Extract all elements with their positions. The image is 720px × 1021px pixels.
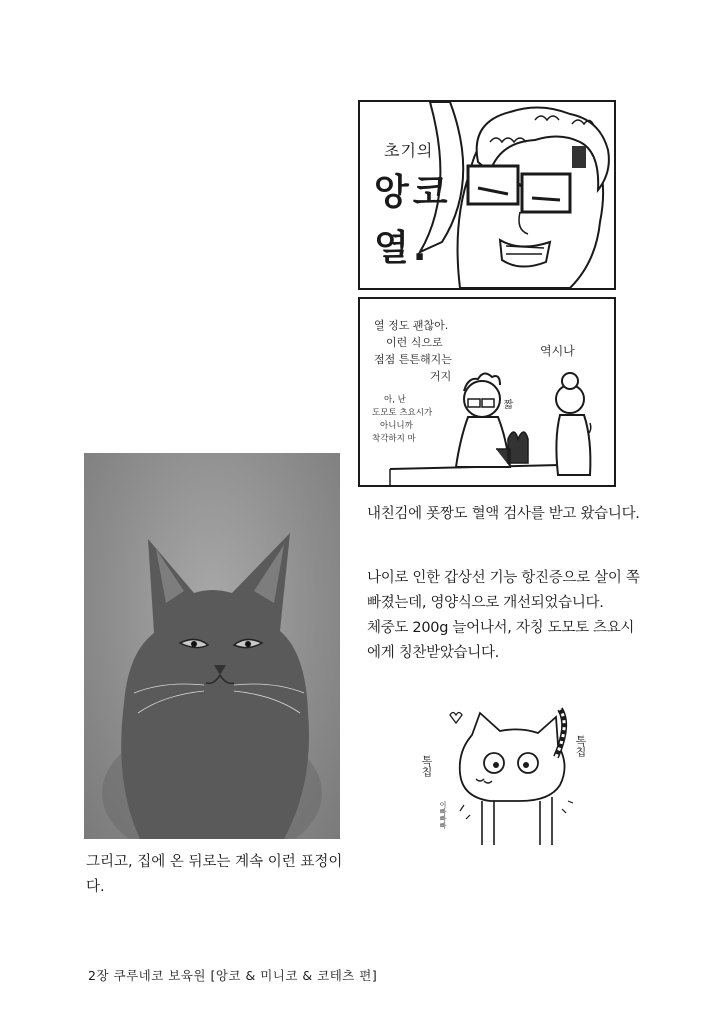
- panel-1-caption-big-line-1: 앙코: [374, 172, 452, 213]
- speech-aside-line-4: 착각하지 마: [372, 434, 416, 444]
- cat-doodle: [410, 705, 600, 855]
- sound-effect: 짧: [501, 399, 512, 409]
- speech-main-line-4: 거지: [430, 370, 452, 383]
- doodle-label-right: 톡칩: [574, 735, 587, 757]
- speech-aside-line-1: 아, 난: [384, 395, 406, 405]
- body-paragraph-2: [367, 566, 647, 666]
- speech-right: 역시나: [540, 344, 575, 358]
- body-paragraph-1: 내친김에 폿짱도 혈액 검사를 받고 왔습니다.: [367, 506, 640, 522]
- speech-main-line-3: 점점 튼튼해지는: [374, 353, 452, 366]
- speech-main-line-1: 열 정도 괜찮아.: [374, 319, 449, 332]
- body-paragraph-2-line-1: 나이로 인한 갑상선 기능 항진증으로 살이 쪽 빠졌는데, 영양식으로 개선되었습니다.: [367, 570, 640, 611]
- cat-silhouette: [84, 453, 340, 839]
- cat-photo: [84, 453, 340, 839]
- body-paragraph-2-line-2: 체중도 200g 늘어나서, 자칭 도모토 츠요시에게 칭찬받았습니다.: [367, 620, 635, 661]
- panel-1-caption-big-line-2: 열.: [374, 228, 431, 269]
- cat-doodle-drawing: [410, 705, 600, 855]
- doodle-label-small: 이빠빠빠: [439, 801, 447, 829]
- doodle-label-left: 톡칩: [420, 755, 433, 777]
- heart-icon: [450, 713, 462, 724]
- panel-1-caption-small: 초기의: [384, 141, 434, 160]
- photo-caption: 그리고, 집에 온 뒤로는 계속 이런 표정이다.: [86, 854, 343, 895]
- comic-panel-1: [358, 100, 616, 290]
- page-footer: 2장 쿠루네코 보육원 [앙코 & 미니코 & 코테츠 편]: [88, 968, 378, 983]
- speech-aside-line-3: 아니니까: [380, 421, 413, 431]
- comic-panel-2: [358, 297, 616, 487]
- speech-main-line-2: 이런 식으로: [386, 336, 443, 349]
- speech-aside-line-2: 도모토 츠요시가: [372, 408, 433, 418]
